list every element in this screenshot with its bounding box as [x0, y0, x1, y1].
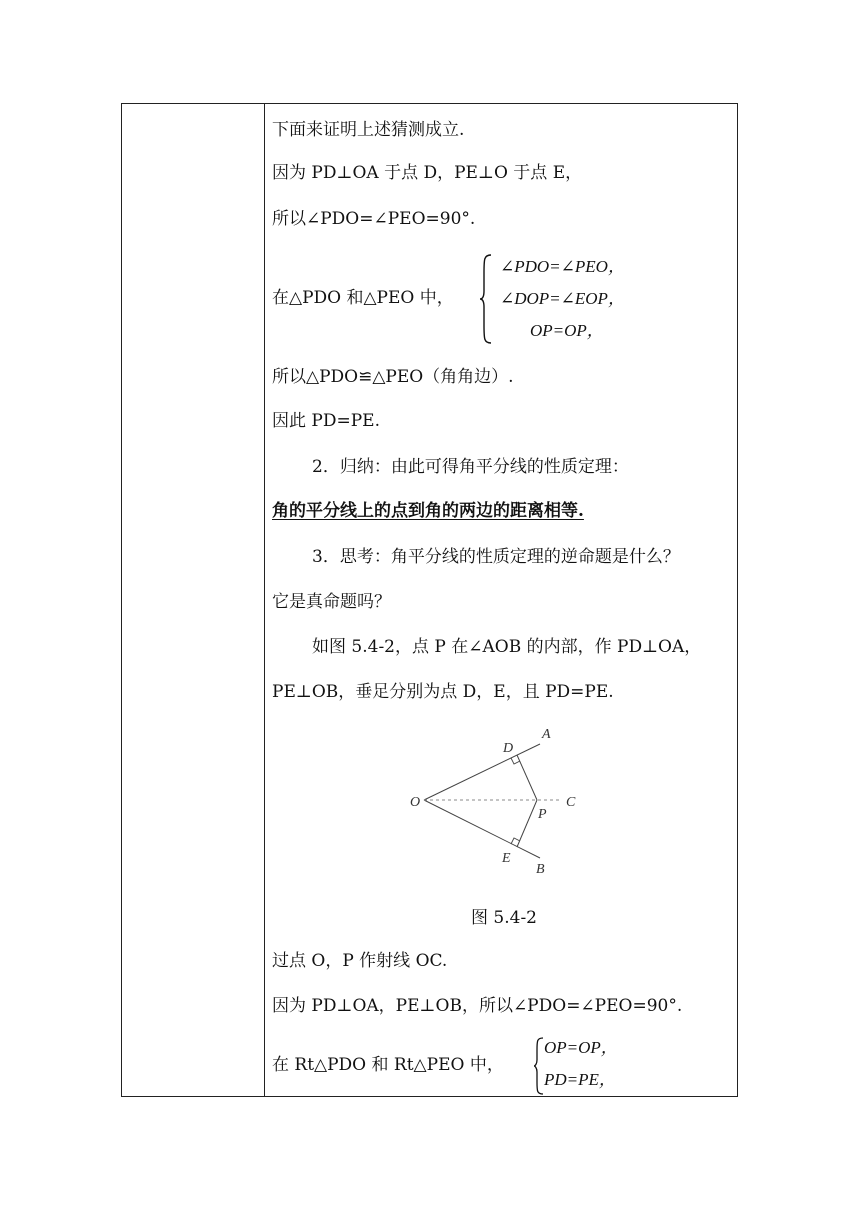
ray-oa	[424, 744, 540, 800]
text-line: 过点 O，P 作射线 OC.	[272, 951, 448, 971]
table-frame	[121, 103, 738, 1097]
figure-caption: 图 5.4-2	[471, 908, 537, 928]
text-line: 因为 PD⊥OA 于点 D，PE⊥O 于点 E，	[272, 163, 583, 183]
label-d: D	[503, 741, 514, 756]
column-divider	[264, 103, 265, 1097]
text-line: 因此 PD=PE.	[272, 411, 380, 431]
text-line: 因为 PD⊥OA，PE⊥OB，所以∠PDO=∠PEO=90°.	[272, 996, 683, 1016]
label-a: A	[542, 727, 551, 742]
text-line: 如图 5.4-2，点 P 在∠AOB 的内部，作 PD⊥OA，	[312, 637, 702, 657]
segment-pd	[517, 755, 537, 800]
text-line: 3．思考：角平分线的性质定理的逆命题是什么？	[312, 547, 680, 567]
text-line: 它是真命题吗？	[272, 592, 391, 612]
label-b: B	[536, 862, 545, 877]
equation-line: ∠DOP=∠EOP，	[500, 289, 625, 308]
text-line: 在△PDO 和△PEO 中，	[272, 288, 454, 308]
equation-line: OP=OP，	[544, 1038, 618, 1057]
equation-line: OP=OP，	[530, 321, 604, 340]
label-o: O	[410, 795, 421, 810]
text-line: 下面来证明上述猜测成立.	[272, 120, 465, 140]
ray-ob	[424, 800, 540, 858]
label-c: C	[566, 795, 576, 810]
theorem-line: 角的平分线上的点到角的两边的距离相等.	[272, 501, 584, 521]
geometry-figure	[400, 718, 600, 883]
label-p: P	[538, 807, 547, 822]
text-line: PE⊥OB，垂足分别为点 D，E，且 PD=PE.	[272, 682, 614, 702]
text-line: 2．归纳：由此可得角平分线的性质定理：	[312, 457, 629, 477]
segment-pe	[517, 800, 537, 847]
left-brace	[479, 253, 493, 345]
label-e: E	[502, 851, 511, 866]
text-line: 在 Rt△PDO 和 Rt△PEO 中，	[272, 1055, 504, 1075]
equation-line: PD=PE，	[544, 1070, 616, 1089]
text-line: 所以∠PDO=∠PEO=90°.	[272, 209, 476, 229]
equation-line: ∠PDO=∠PEO，	[500, 257, 625, 276]
text-line: 所以△PDO≌△PEO（角角边）.	[272, 367, 514, 387]
